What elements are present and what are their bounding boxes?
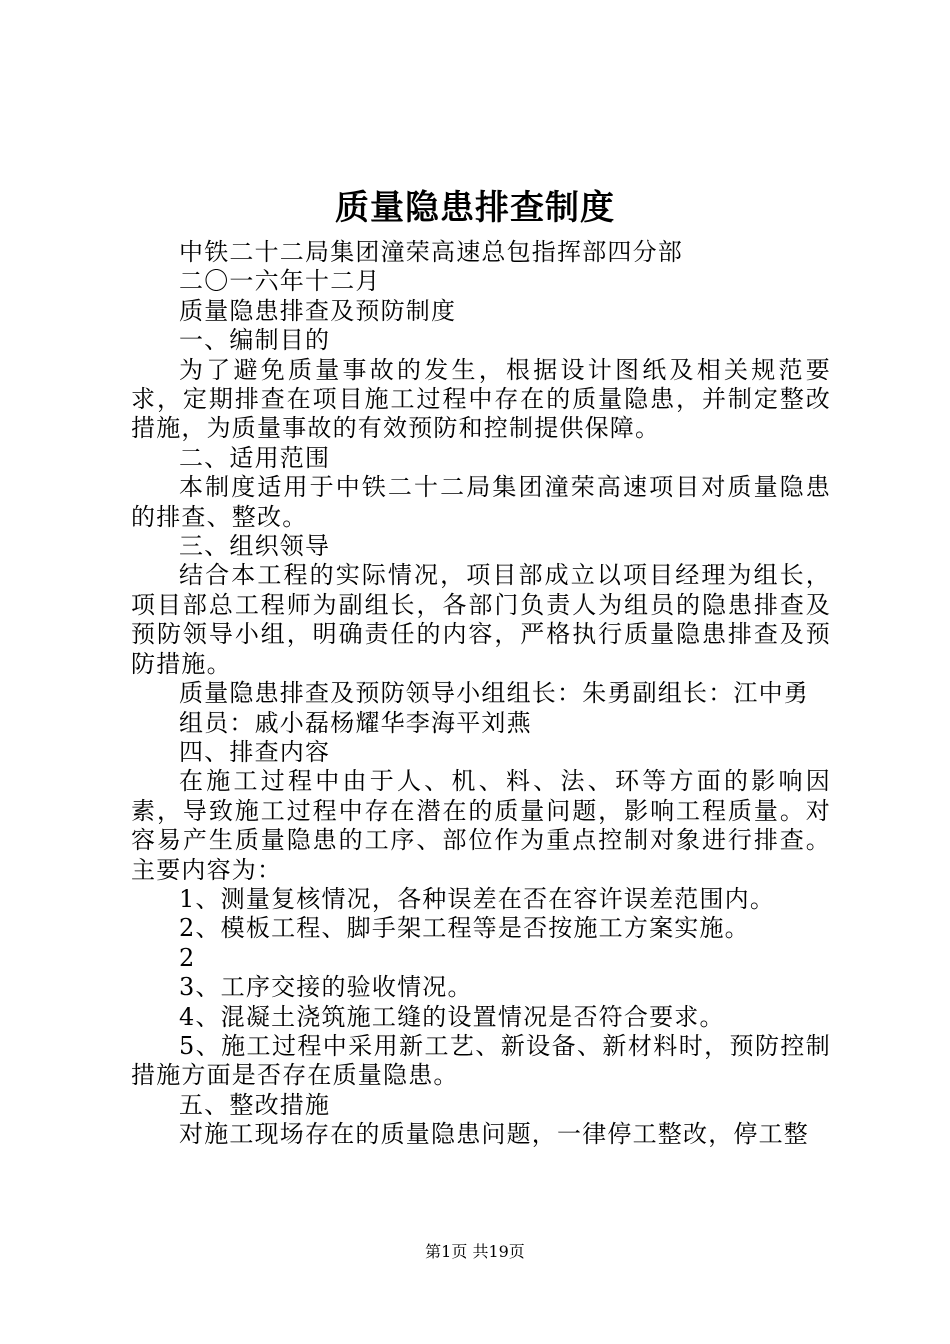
section-heading: 五、整改措施 [179,1090,331,1119]
paragraph: 组员：戚小磊杨耀华李海平刘燕 [179,708,532,737]
list-item: 4、混凝土浇筑施工缝的设置情况是否符合要求。 [179,1002,725,1031]
section-heading: 三、组织领导 [179,532,331,561]
paragraph: 2 [179,943,196,972]
section-heading: 一、编制目的 [179,326,331,355]
list-item: 2、模板工程、脚手架工程等是否按施工方案实施。 [179,914,750,943]
paragraph: 中铁二十二局集团潼荣高速总包指挥部四分部 [179,238,683,266]
paragraph: 质量隐患排查及预防领导小组组长：朱勇副组长：江中勇 [179,679,809,708]
list-item: 3、工序交接的验收情况。 [179,973,473,1002]
paragraph: 本制度适用于中铁二十二局集团潼荣高速项目对质量隐患的排查、整改。 [131,473,831,531]
page-footer: 第1页 共19页 [425,1242,525,1261]
section-heading: 二、适用范围 [179,443,331,472]
paragraph: 在施工过程中由于人、机、料、法、环等方面的影响因素，导致施工过程中存在潜在的质量问题，影响工程质量。对容易产生质量隐患的工序、部位作为重点控制对象进行排查。主要内容为： [131,767,831,884]
paragraph: 结合本工程的实际情况，项目部成立以项目经理为组长，项目部总工程师为副组长，各部门负责人为组员的隐患排查及预防领导小组，明确责任的内容，严格执行质量隐患排查及预防措施。 [131,561,831,678]
section-heading: 四、排查内容 [179,737,331,766]
document-body [131,238,831,1150]
paragraph: 为了避免质量事故的发生，根据设计图纸及相关规范要求，定期排查在项目施工过程中存在的质量隐患，并制定整改措施，为质量事故的有效预防和控制提供保障。 [131,355,831,443]
paragraph: 质量隐患排查及预防制度 [179,296,457,325]
document-title: 质量隐患排查制度 [335,188,615,228]
paragraph: 二〇一六年十二月 [179,267,381,296]
paragraph: 对施工现场存在的质量隐患问题，一律停工整改，停工整 [179,1120,809,1149]
list-item: 1、测量复核情况，各种误差在否在容许误差范围内。 [179,884,776,913]
list-item: 5、施工过程中采用新工艺、新设备、新材料时，预防控制措施方面是否存在质量隐患。 [131,1031,831,1090]
